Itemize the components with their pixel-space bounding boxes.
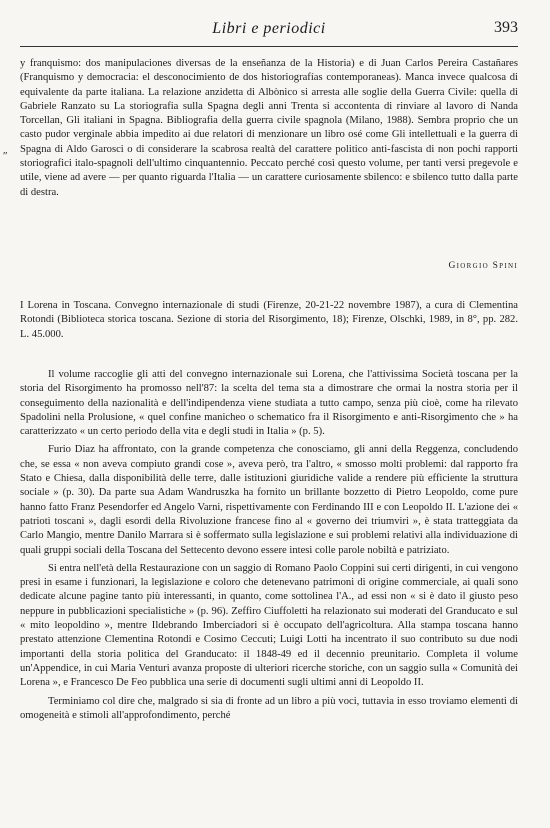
body-paragraph: Si entra nell'età della Restaurazione con un saggio di Romano Paolo Coppini sui certi dirigenti, in cui vengono presi in esame i funzionari, la legislazione e coloro che detenevano patrimoni di origine commerciale, ai quali sono dedicate alcune pagine tanto più interessanti, in quanto, come sottolinea l'A., ad essi non « si è dato il giusto peso neppure in pubblicazioni specialistiche » (p. 96). Zeffiro Ciuffoletti ha relazionato sui moderati del Granducato e sul « mito leopoldino », mentre Ildebrando Imberciadori si è occupato dell'agricoltura. Alla stampa toscana hanno prestato attenzione Clementina Rotondi e Cosimo Ceccuti; Luigi Lotti ha incentrato il suo contributo su due nodi importanti della storia politica del Granducato: il 1848-49 ed il decennio preunitario. Completa il volume un'Appendice, in cui Maria Venturi avanza proposte di ulteriori ricerche storiche, con un saggio sulla « Comunità dei Lorena », e Francesco De Feo pubblica una serie di documenti sugli ultimi anni di Leopoldo II. — [20, 562, 518, 689]
body-paragraph: Furio Diaz ha affrontato, con la grande competenza che conosciamo, gli anni della Reggenza, concludendo che, se essa « non aveva compiuto grandi cose », aveva però, tra l'altro, « smosso molti problemi: dal rapporto fra Stato e Chiesa, dalla disponibilità delle terre, dalle istituzioni giuridiche valide a rendere più efficiente la struttura sociale » (p. 30). Da parte sua Adam Wandruszka ha fornito un brillante bozzetto di Pietro Leopoldo, come pure hanno fatto Franz Pesendorfer ed Angelo Varni, rispettivamente con Ferdinando III e con Leopoldo II. L'azione dei « patrioti toscani », dagli esordi della Rivoluzione francese fino al « governo dei triumviri », è stata tratteggiata da Carlo Mangio, mentre Danilo Marrara si è soffermato sulla legislazione e sui problemi relativi alla individuazione di quali gruppi sociali della Toscana del Settecento devono essere intesi colle parole nobiltà e patriziato. — [20, 444, 518, 556]
body-paragraph: Il volume raccoglie gli atti del convegno internazionale sui Lorena, che l'attivissima Società toscana per la storia del Risorgimento ha promosso nell'87: la scelta del tema sta a dimostrare che ormai la nostra storia per il conseguimento della nazionalità e dell'indipendenza viene studiata a tutto campo, senza più cioè, come ha rilevato Spadolini nella Prolusione, « quel confine manicheo o schematico fra il Risorgimento e anti-Risorgimento che » ha caratterizzato « un certo periodo della vita e degli studi in Italia » (p. 5). — [20, 369, 518, 438]
review-heading: I Lorena in Toscana. Convegno internazionale di studi (Firenze, 20-21-22 novembre 1987), a cura di Clementina Rotondi (Biblioteca storica toscana. Sezione di storia del Risorgimento, 18); Firenze, Olschki, 1989, in 8°, pp. 282. L. 45.000. — [20, 300, 518, 340]
page-header — [20, 16, 518, 47]
review-continuation — [20, 57, 518, 200]
review-body — [20, 368, 518, 727]
review-heading-block — [20, 299, 518, 342]
body-paragraph: Terminiamo col dire che, malgrado si sia di fronte ad un libro a più voci, tuttavia in esso troviamo elementi di omogeneità e stimoli all'approfondimento, perché — [20, 695, 518, 721]
author-signature: Giorgio Spini — [448, 261, 518, 271]
page-number: 393 — [494, 19, 518, 36]
running-title: Libri e periodici — [212, 20, 326, 37]
margin-mark: ″ — [3, 150, 8, 162]
continuation-paragraph: y franquismo: dos manipulaciones diversas de la enseñanza de la Historia) e di Juan Carlos Pereira Castañares (Franquismo y democracia: el desconocimiento de dos historiografías contemporaneas). Manca invece qualcosa di equivalente da parte italiana. La relazione anzidetta di Albònico si arresta alle soglie della Guerra Civile: quella di Gabriele Ranzato su La storiografia sulla Spagna degli anni Trenta si accontenta di rinviare al lavoro di Nanda Torcellan, Gli italiani in Spagna. Bibliografia della guerra civile spagnola (Milano, 1988). Sembra proprio che un casto pudor verginale abbia impedito ai due relatori di menzionare un libro osé come Gli intellettuali e la guerra di Spagna di Aldo Garosci o di considerare la scabrosa realtà del carattere politico anti-fascista di non pochi rapporti storiografici italo-spagnoli dell'ultimo cinquantennio. Peccato perché così questo volume, per tanti versi pregevole e utile, viene ad avere — per quanto riguarda l'Italia — un carattere curiosamente sbilenco: e sbilenco tutto dalla parte di destra. — [20, 58, 518, 198]
